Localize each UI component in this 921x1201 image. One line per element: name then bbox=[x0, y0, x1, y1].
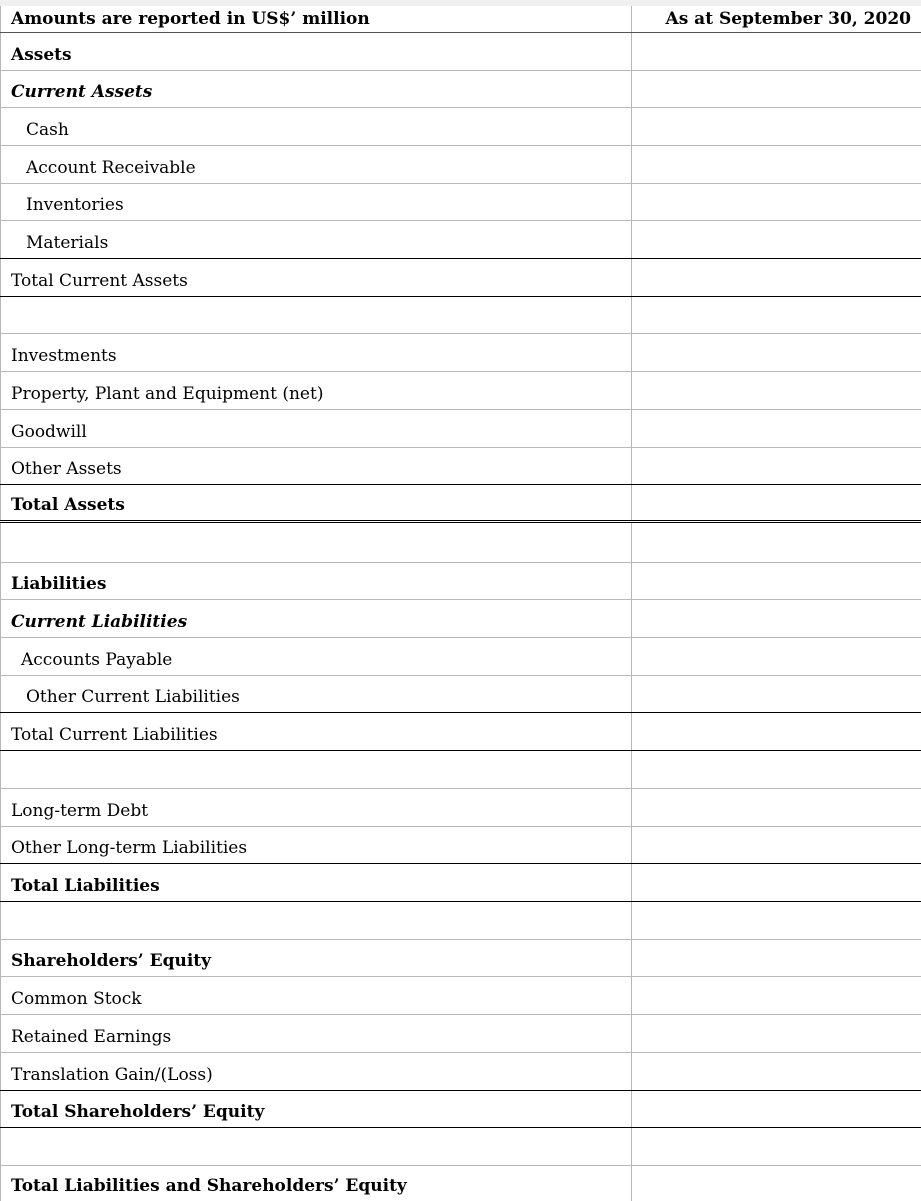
row-value-cell[interactable] bbox=[631, 940, 921, 976]
row-label: Total Liabilities and Shareholders’ Equity bbox=[11, 1176, 407, 1196]
table-header-row bbox=[0, 6, 921, 33]
row-value-cell[interactable] bbox=[631, 372, 921, 409]
table-row bbox=[0, 638, 921, 676]
row-label: Inventories bbox=[26, 195, 124, 215]
row-label-cell bbox=[0, 448, 631, 484]
table-row bbox=[0, 485, 921, 523]
row-label: Translation Gain/(Loss) bbox=[11, 1065, 213, 1085]
row-label-cell bbox=[0, 1166, 631, 1201]
row-label-cell bbox=[0, 146, 631, 183]
row-label: Total Shareholders’ Equity bbox=[11, 1102, 265, 1122]
row-label: Investments bbox=[11, 346, 117, 366]
row-label: Long-term Debt bbox=[11, 801, 149, 821]
row-label: Goodwill bbox=[11, 422, 87, 442]
row-label-cell bbox=[0, 1053, 631, 1090]
table-row bbox=[0, 1128, 921, 1166]
units-header-cell bbox=[0, 6, 631, 32]
row-label: Shareholders’ Equity bbox=[11, 951, 212, 971]
row-value-cell[interactable] bbox=[631, 71, 921, 107]
row-label-cell bbox=[0, 977, 631, 1014]
row-value-cell[interactable] bbox=[631, 1053, 921, 1090]
table-row bbox=[0, 1053, 921, 1091]
row-label: Other Current Liabilities bbox=[26, 687, 240, 707]
row-label-cell bbox=[0, 1015, 631, 1052]
row-value-cell[interactable] bbox=[631, 864, 921, 901]
row-value-cell[interactable] bbox=[631, 448, 921, 484]
row-label-cell bbox=[0, 1091, 631, 1127]
period-header-cell bbox=[631, 6, 921, 32]
row-value-cell[interactable] bbox=[631, 676, 921, 712]
row-label-cell bbox=[0, 902, 631, 939]
table-row bbox=[0, 259, 921, 297]
row-label-cell bbox=[0, 713, 631, 750]
row-value-cell[interactable] bbox=[631, 334, 921, 371]
row-label: Liabilities bbox=[11, 574, 107, 594]
row-label: Total Current Liabilities bbox=[11, 725, 218, 745]
row-label-cell bbox=[0, 297, 631, 333]
table-row bbox=[0, 221, 921, 259]
row-label-cell bbox=[0, 827, 631, 863]
row-label-cell bbox=[0, 563, 631, 599]
table-row bbox=[0, 523, 921, 563]
row-label-cell bbox=[0, 940, 631, 976]
row-label-cell bbox=[0, 410, 631, 447]
row-label-cell bbox=[0, 221, 631, 258]
row-label-cell bbox=[0, 372, 631, 409]
row-label-cell bbox=[0, 108, 631, 145]
row-label: Current Assets bbox=[11, 82, 153, 102]
row-label-cell bbox=[0, 789, 631, 826]
row-label-cell bbox=[0, 485, 631, 520]
row-value-cell[interactable] bbox=[631, 184, 921, 220]
row-label: Account Receivable bbox=[26, 158, 196, 178]
row-value-cell[interactable] bbox=[631, 751, 921, 788]
row-label: Retained Earnings bbox=[11, 1027, 172, 1047]
row-label: Accounts Payable bbox=[21, 650, 173, 670]
row-label-cell bbox=[0, 676, 631, 712]
table-row bbox=[0, 563, 921, 600]
row-label: Common Stock bbox=[11, 989, 142, 1009]
period-header-text: As at September 30, 2020 bbox=[665, 9, 911, 29]
row-value-cell[interactable] bbox=[631, 33, 921, 70]
row-label-cell bbox=[0, 33, 631, 70]
row-label-cell bbox=[0, 259, 631, 296]
table-row bbox=[0, 1015, 921, 1053]
row-value-cell[interactable] bbox=[631, 713, 921, 750]
row-value-cell[interactable] bbox=[631, 563, 921, 599]
row-label: Materials bbox=[26, 233, 109, 253]
row-label: Other Assets bbox=[11, 459, 122, 479]
row-label-cell bbox=[0, 184, 631, 220]
table-row bbox=[0, 448, 921, 485]
row-label-cell bbox=[0, 71, 631, 107]
row-label-cell bbox=[0, 600, 631, 637]
table-row bbox=[0, 334, 921, 372]
row-label: Assets bbox=[11, 45, 72, 65]
table-row bbox=[0, 977, 921, 1015]
row-value-cell[interactable] bbox=[631, 108, 921, 145]
row-value-cell[interactable] bbox=[631, 259, 921, 296]
row-value-cell[interactable] bbox=[631, 1091, 921, 1127]
row-label-cell bbox=[0, 523, 631, 562]
row-label: Total Assets bbox=[11, 495, 125, 515]
row-value-cell[interactable] bbox=[631, 523, 921, 562]
row-value-cell[interactable] bbox=[631, 600, 921, 637]
row-label-cell bbox=[0, 334, 631, 371]
table-row bbox=[0, 71, 921, 108]
units-header-text: Amounts are reported in US$’ million bbox=[11, 9, 370, 29]
table-row bbox=[0, 713, 921, 751]
row-value-cell[interactable] bbox=[631, 1128, 921, 1165]
table-row bbox=[0, 864, 921, 902]
row-value-cell[interactable] bbox=[631, 1015, 921, 1052]
table-row bbox=[0, 146, 921, 184]
row-label: Current Liabilities bbox=[11, 612, 188, 632]
row-label-cell bbox=[0, 1128, 631, 1165]
row-value-cell[interactable] bbox=[631, 146, 921, 183]
row-value-cell[interactable] bbox=[631, 485, 921, 520]
row-label-cell bbox=[0, 638, 631, 675]
table-row bbox=[0, 789, 921, 827]
table-row bbox=[0, 184, 921, 221]
table-row bbox=[0, 751, 921, 789]
table-row bbox=[0, 676, 921, 713]
table-row bbox=[0, 600, 921, 638]
table-row bbox=[0, 827, 921, 864]
row-label: Other Long-term Liabilities bbox=[11, 838, 248, 858]
table-row bbox=[0, 297, 921, 334]
table-row bbox=[0, 1166, 921, 1201]
row-label: Total Current Assets bbox=[11, 271, 188, 291]
table-row bbox=[0, 372, 921, 410]
row-label: Property, Plant and Equipment (net) bbox=[11, 384, 324, 404]
table-row bbox=[0, 410, 921, 448]
row-value-cell[interactable] bbox=[631, 221, 921, 258]
table-row bbox=[0, 902, 921, 940]
row-value-cell[interactable] bbox=[631, 902, 921, 939]
row-value-cell[interactable] bbox=[631, 638, 921, 675]
row-value-cell[interactable] bbox=[631, 410, 921, 447]
row-label-cell bbox=[0, 751, 631, 788]
table-row bbox=[0, 1091, 921, 1128]
table-row bbox=[0, 108, 921, 146]
row-value-cell[interactable] bbox=[631, 789, 921, 826]
row-value-cell[interactable] bbox=[631, 1166, 921, 1201]
row-value-cell[interactable] bbox=[631, 977, 921, 1014]
table-row bbox=[0, 33, 921, 71]
row-label: Cash bbox=[26, 120, 69, 140]
row-label: Total Liabilities bbox=[11, 876, 160, 896]
row-label-cell bbox=[0, 864, 631, 901]
row-value-cell[interactable] bbox=[631, 827, 921, 863]
row-value-cell[interactable] bbox=[631, 297, 921, 333]
table-row bbox=[0, 940, 921, 977]
